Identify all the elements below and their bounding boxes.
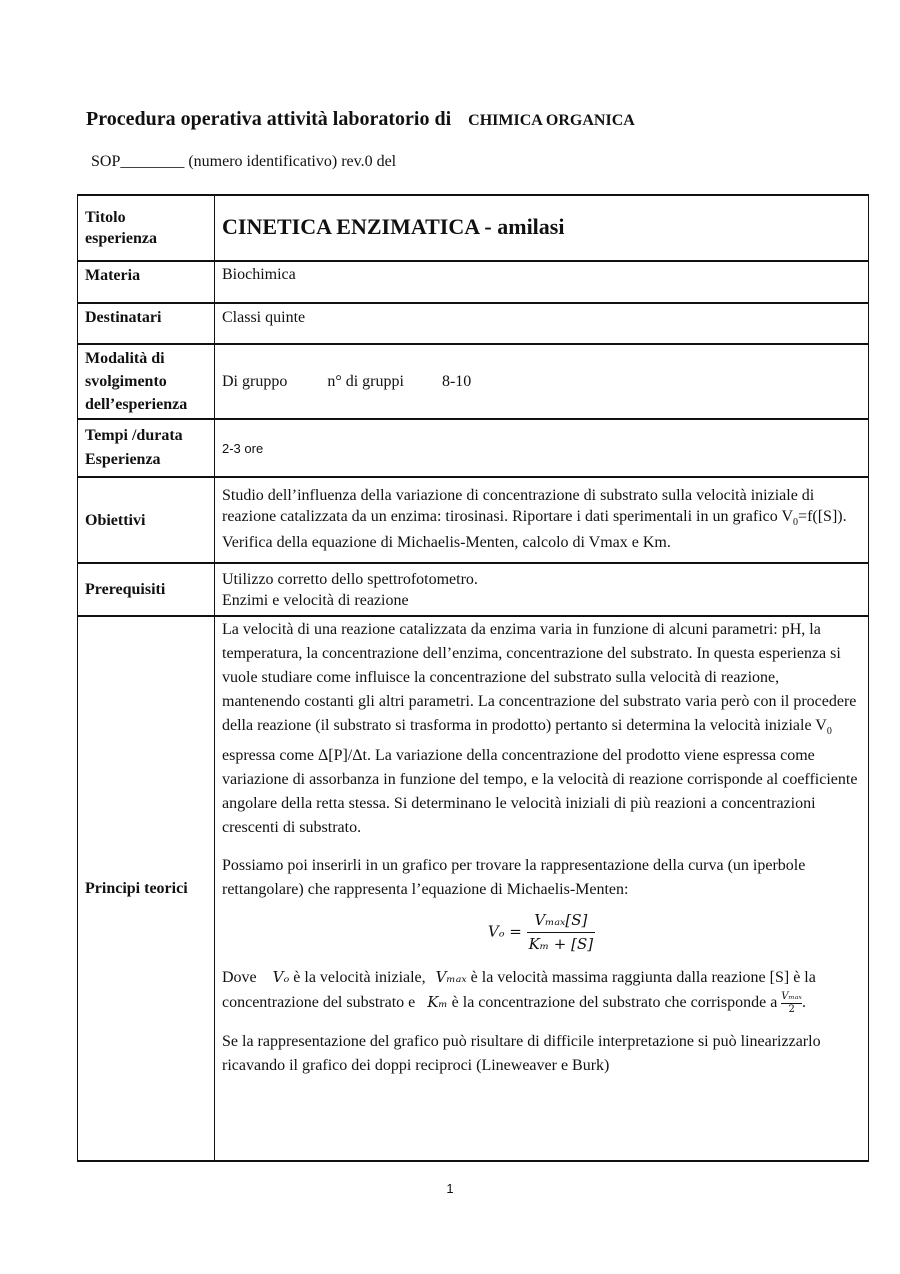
value-prerequisiti: Utilizzo corretto dello spettrofotometro. Enzimi e velocità di reazione (215, 563, 869, 616)
document-heading (86, 108, 635, 131)
modalita-type: Di gruppo (222, 373, 288, 390)
label-destinatari: Destinatari (78, 303, 215, 344)
label-materia: Materia (78, 261, 215, 303)
label-prerequisiti: Prerequisiti (78, 563, 215, 616)
label-principi: Principi teorici (78, 616, 215, 1161)
value-principi (215, 616, 869, 1161)
row-titolo (78, 195, 869, 261)
value-modalita (215, 344, 869, 419)
heading-title: Procedura operativa attività laboratorio di (86, 108, 452, 130)
value-destinatari: Classi quinte (215, 303, 869, 344)
row-tempi (78, 419, 869, 477)
sop-line: SOP________ (numero identificativo) rev.0 del (91, 153, 397, 170)
vmax-half-fraction: $\frac{\text{Vₘₐₓ}}{2}$ (781, 991, 802, 1016)
page-number: 1 (446, 1181, 454, 1196)
heading-subject: CHIMICA ORGANICA (468, 112, 635, 129)
michaelis-menten-formula: Vₒ = $\frac{\text{Vₘₐₓ[S]}}{\text{Kₘ + [S]}}$ (487, 911, 594, 954)
procedure-table (77, 194, 869, 1162)
label-titolo: Titolo esperienza (78, 195, 215, 261)
principi-paragraph-2: Possiamo poi inserirli in un grafico per trovare la rappresentazione della curva (un iperbole rettangolare) che rappresenta l’equazione di Michaelis-Menten: (222, 857, 806, 899)
value-obiettivi: Studio dell’influenza della variazione di concentrazione di substrato sulla velocità iniziale di reazione catalizzata da un enzima: tirosinasi. Riportare i dati sperimentali in un grafico $V_0=f([S])$. Verifica della equazione di Michaelis-Menten, calcolo di Vmax e Km. (215, 477, 869, 563)
label-tempi: Tempi /durata Esperienza (78, 419, 215, 477)
label-obiettivi: Obiettivi (78, 477, 215, 563)
label-modalita: Modalità di svolgimento dell’esperienza (78, 344, 215, 419)
row-obiettivi (78, 477, 869, 563)
row-materia (78, 261, 869, 303)
row-destinatari (78, 303, 869, 344)
value-materia: Biochimica (215, 261, 869, 303)
modalita-groups-count: 8-10 (441, 373, 472, 390)
row-prerequisiti (78, 563, 869, 616)
value-titolo (215, 195, 869, 261)
value-tempi: 2-3 ore (215, 419, 869, 477)
row-modalita (78, 344, 869, 419)
principi-paragraph-1: La velocità di una reazione catalizzata da enzima varia in funzione di alcuni parametri: pH, la temperatura, la concentrazione dell’enzima, concentrazione del substrato. In questa esperienza si vuole studiare come influisce la concentrazione del substrato sulla velocità di reazione, mantenendo costanti gli altri parametri. La concentrazione del substrato varia però con il procedere della reazione (il substrato si trasforma in prodotto) pertanto si determina la velocità iniziale $V_0$ espressa come Δ[P]/Δt. La variazione della concentrazione del prodotto viene espressa come variazione di assorbanza in funzione del tempo, e la velocità di reazione corrisponde al coefficiente angolare della retta stessa. Si determinano le velocità iniziali di più reazioni a concentrazioni crescenti di substrato. (222, 621, 858, 837)
principi-paragraph-4: Se la rappresentazione del grafico può risultare di difficile interpretazione si può linearizzarlo ricavando il grafico dei doppi reciproci (Lineweaver e Burk) (222, 1033, 821, 1075)
row-principi (78, 616, 869, 1161)
experience-title: CINETICA ENZIMATICA - amilasi (222, 214, 565, 239)
principi-paragraph-3: Dove Vₒ è la velocità iniziale, Vₘₐₓ è la velocità massima raggiunta dalla reazione [S] è la concentrazione del substrato e Kₘ è la concentrazione del substrato che corrisponde a $\frac{\text{Vₘₐₓ}}{2}$ . (222, 968, 816, 1016)
modalita-groups-label: n° di gruppi (327, 373, 404, 390)
